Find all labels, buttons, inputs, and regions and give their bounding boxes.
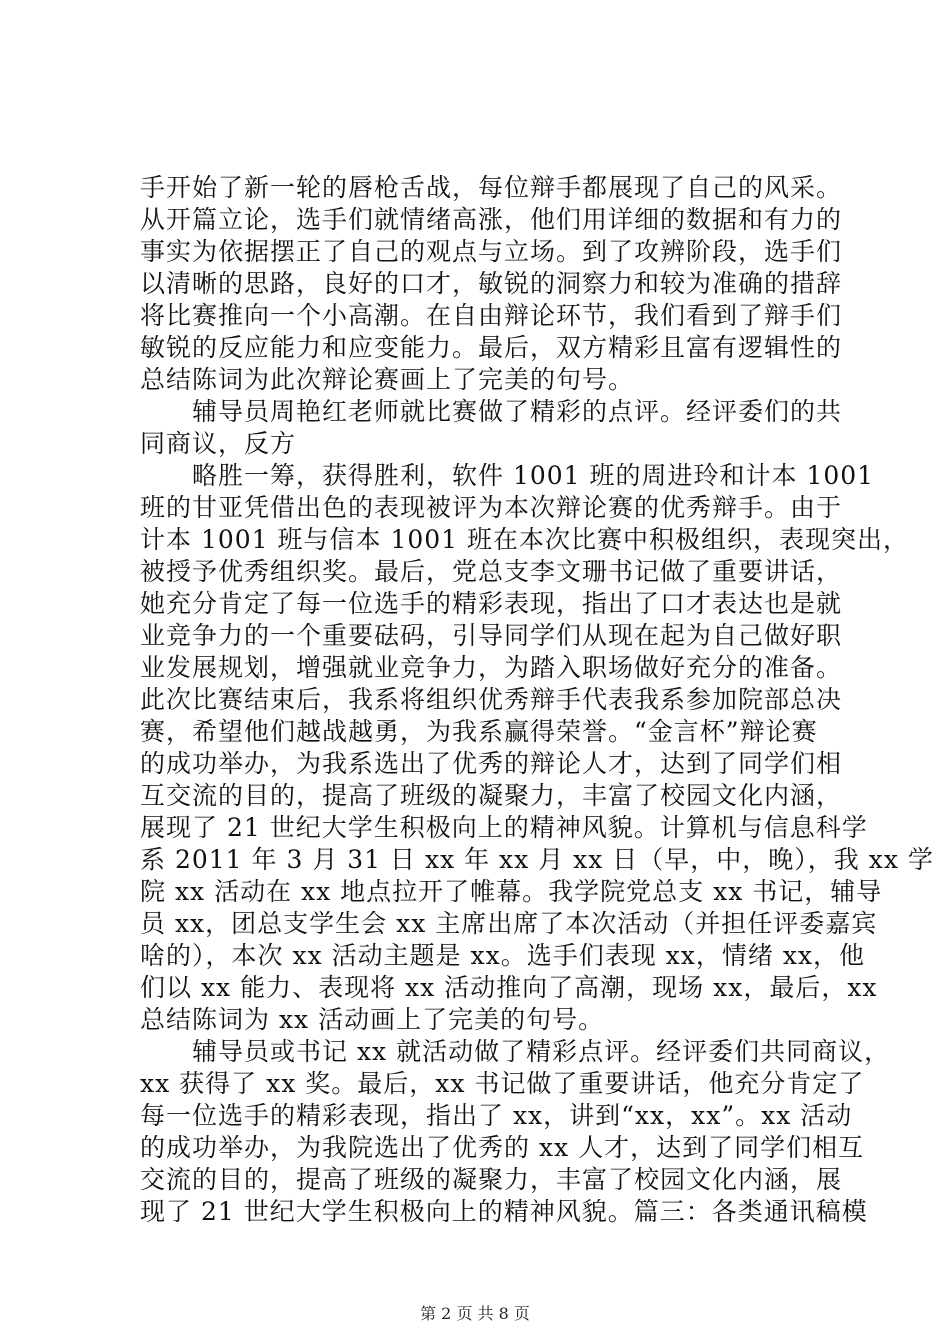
text-line: 员 xx，团总支学生会 xx 主席出席了本次活动（并担任评委嘉宾 (140, 909, 878, 938)
text-line: 院 xx 活动在 xx 地点拉开了帷幕。我学院党总支 xx 书记，辅导 (140, 877, 883, 906)
text-line: 此次比赛结束后，我系将组织优秀辩手代表我系参加院部总决 (140, 685, 843, 714)
body-text (140, 172, 934, 1228)
text-line: 系 2011 年 3 月 31 日 xx 年 xx 月 xx 日（早，中，晚），我 xx 学 (140, 845, 934, 874)
text-line: 赛，希望他们越战越勇，为我系赢得荣誉。“金言杯”辩论赛 (140, 717, 818, 746)
page-footer (0, 1304, 950, 1324)
text-line: 们以 xx 能力、表现将 xx 活动推向了高潮，现场 xx，最后，xx (140, 973, 878, 1002)
text-line: 事实为依据摆正了自己的观点与立场。到了攻辨阶段，选手们 (140, 237, 843, 266)
text-line: 手开始了新一轮的唇枪舌战，每位辩手都展现了自己的风采。 (140, 173, 843, 202)
text-line: 计本 1001 班与信本 1001 班在本次比赛中积极组织，表现突出， (140, 525, 910, 554)
text-line: 总结陈词为 xx 活动画上了完美的句号。 (140, 1005, 605, 1034)
text-line: 互交流的目的，提高了班级的凝聚力，丰富了校园文化内涵， (140, 781, 843, 810)
text-line: 被授予优秀组织奖。最后，党总支李文珊书记做了重要讲话， (140, 557, 843, 586)
text-line: 业发展规划，增强就业竞争力，为踏入职场做好充分的准备。 (140, 653, 843, 682)
text-line: 以清晰的思路，良好的口才，敏锐的洞察力和较为准确的措辞 (140, 269, 843, 298)
text-line: 的成功举办，为我院选出了优秀的 xx 人才，达到了同学们相互 (140, 1133, 865, 1162)
text-line: 展现了 21 世纪大学生积极向上的精神风貌。计算机与信息科学 (140, 813, 868, 842)
text-line: 啥的），本次 xx 活动主题是 xx。选手们表现 xx，情绪 xx，他 (140, 941, 866, 970)
text-line: 每一位选手的精彩表现，指出了 xx，讲到“xx，xx”。xx 活动 (140, 1101, 853, 1130)
text-line: 从开篇立论，选手们就情绪高涨，他们用详细的数据和有力的 (140, 205, 843, 234)
text-line: 现了 21 世纪大学生积极向上的精神风貌。篇三：各类通讯稿模 (140, 1197, 868, 1226)
text-line: 辅导员周艳红老师就比赛做了精彩的点评。经评委们的共 (140, 397, 843, 426)
text-line: xx 获得了 xx 奖。最后，xx 书记做了重要讲话，他充分肯定了 (140, 1069, 865, 1098)
text-line: 敏锐的反应能力和应变能力。最后，双方精彩且富有逻辑性的 (140, 333, 843, 362)
text-line: 总结陈词为此次辩论赛画上了完美的句号。 (140, 365, 635, 394)
page-number: 第 2 页 共 8 页 (420, 1304, 530, 1323)
text-line: 业竞争力的一个重要砝码，引导同学们从现在起为自己做好职 (140, 621, 843, 650)
text-line: 她充分肯定了每一位选手的精彩表现，指出了口才表达也是就 (140, 589, 843, 618)
text-line: 交流的目的，提高了班级的凝聚力，丰富了校园文化内涵，展 (140, 1165, 843, 1194)
text-line: 班的甘亚凭借出色的表现被评为本次辩论赛的优秀辩手。由于 (140, 493, 843, 522)
text-line: 将比赛推向一个小高潮。在自由辩论环节，我们看到了辩手们 (140, 301, 843, 330)
text-line: 同商议，反方 (140, 429, 297, 458)
text-line: 略胜一筹，获得胜利，软件 1001 班的周进玲和计本 1001 (140, 461, 875, 490)
text-line: 辅导员或书记 xx 就活动做了精彩点评。经评委们共同商议， (140, 1037, 891, 1066)
text-line: 的成功举办，为我系选出了优秀的辩论人才，达到了同学们相 (140, 749, 843, 778)
